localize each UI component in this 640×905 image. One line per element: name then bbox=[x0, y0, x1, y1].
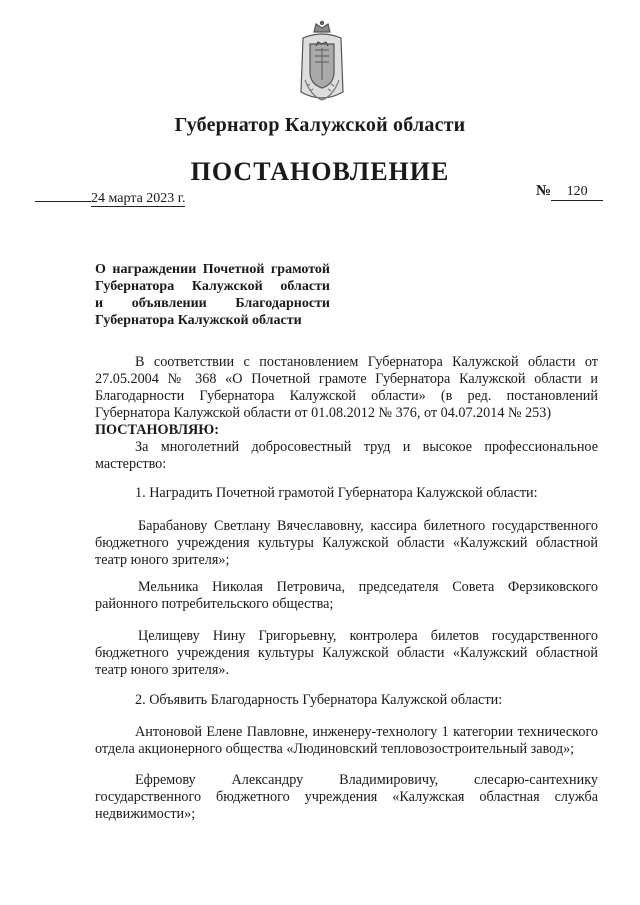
thanks-paragraph-1 bbox=[95, 724, 598, 758]
date-value: 24 марта 2023 г. bbox=[91, 191, 186, 206]
preamble-text: В соответствии с постановлением Губернатора Калужской области от 27.05.2004 № 368 «О Почетной грамоте Губернатора Калужской области и Благодарности Губернатора Калужской области» (в ред. постановлений Губернатора Калужской области от 01.08.2012 № 376, от 04.07.2014 № 253) bbox=[95, 354, 598, 421]
subject-line: Губернатора Калужской области bbox=[95, 279, 330, 294]
document-number bbox=[536, 183, 603, 201]
document-type: ПОСТАНОВЛЕНИЕ bbox=[190, 157, 450, 186]
item-1-text: 1. Наградить Почетной грамотой Губернатора Калужской области: bbox=[135, 485, 538, 501]
subject-line: Губернатора Калужской области bbox=[95, 313, 302, 328]
award-text: Барабанову Светлану Вячеславовну, кассира билетного государственного бюджетного учреждения культуры Калужской области «Калужский областной театр юного зрителя»; bbox=[95, 518, 598, 568]
governor-title: Губернатор Калужской области bbox=[174, 114, 466, 136]
number-sign: № bbox=[536, 183, 552, 199]
award-paragraph-3 bbox=[95, 628, 598, 679]
award-paragraph-1 bbox=[95, 518, 598, 569]
award-paragraph-2 bbox=[95, 579, 598, 613]
subject-line: и объявлении Благодарности bbox=[95, 296, 330, 311]
decree-word: ПОСТАНОВЛЯЮ: bbox=[95, 422, 220, 438]
thanks-text: Антоновой Елене Павловне, инженеру-технологу 1 категории технического отдела акционерного общества «Людиновский тепловозостроительный завод»; bbox=[95, 724, 598, 757]
item-2-heading bbox=[95, 692, 598, 709]
award-text: Мельника Николая Петровича, председателя Совета Ферзиковского районного потребительского общества; bbox=[95, 579, 598, 612]
subject-line: О награждении Почетной грамотой bbox=[95, 262, 330, 277]
reason-text: За многолетний добросовестный труд и высокое профессиональное мастерство: bbox=[95, 439, 598, 472]
date-blank-line bbox=[35, 189, 91, 202]
thanks-paragraph-2 bbox=[95, 772, 598, 823]
thanks-text: Ефремову Александру Владимировичу, слесарю-сантехнику государственного бюджетного учреждения «Калужская областная служба недвижимости»; bbox=[95, 772, 598, 822]
preamble-paragraph bbox=[95, 354, 598, 473]
item-2-text: 2. Объявить Благодарность Губернатора Калужской области: bbox=[135, 692, 503, 708]
document-subject bbox=[95, 261, 330, 329]
document-date bbox=[35, 189, 185, 207]
coat-of-arms-icon bbox=[297, 20, 347, 106]
number-value: 120 bbox=[551, 184, 603, 201]
award-text: Целищеву Нину Григорьевну, контролера билетов государственного бюджетного учреждения культуры Калужской области «Калужский областной театр юного зрителя». bbox=[95, 628, 598, 678]
item-1-heading bbox=[95, 485, 598, 502]
